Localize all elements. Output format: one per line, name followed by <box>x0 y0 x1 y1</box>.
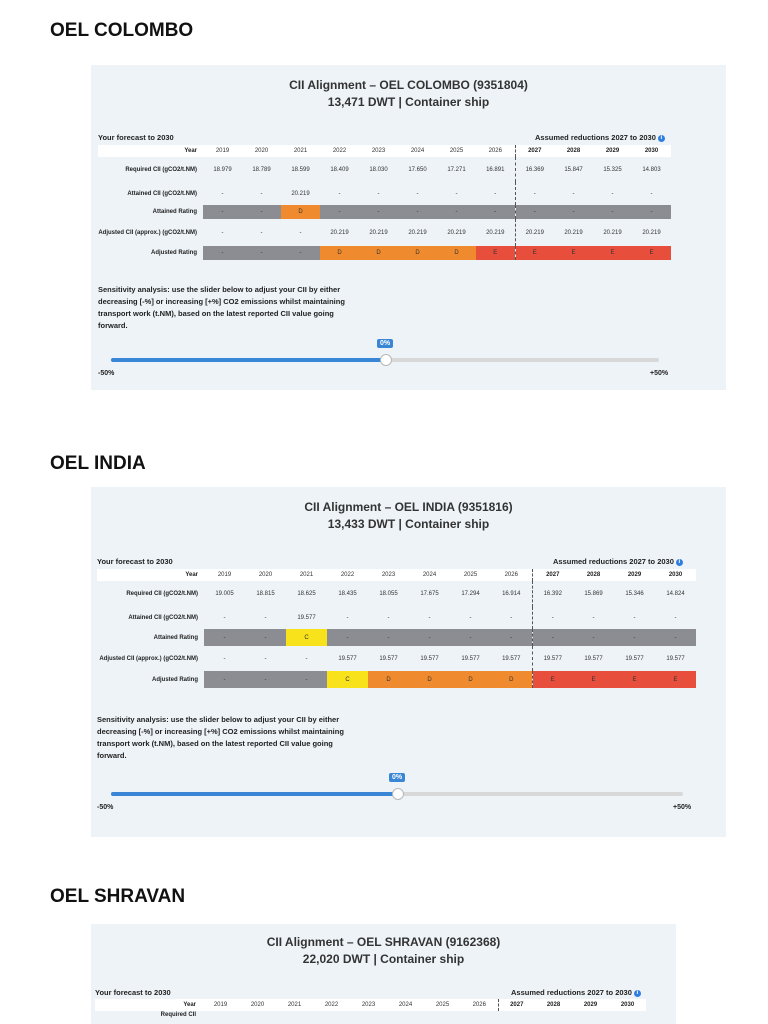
rating-cell: - <box>532 629 573 646</box>
table-cell: - <box>264 615 267 621</box>
slider-max-label: +50% <box>650 370 669 377</box>
table-row <box>98 182 671 205</box>
rating-cell: D <box>398 246 437 260</box>
cii-table <box>97 569 696 688</box>
rating-cell: - <box>242 246 281 260</box>
table-cell: 20.219 <box>486 229 505 236</box>
vessel-subtitle: 13,471 DWT | Container ship <box>327 95 490 109</box>
rating-cell: D <box>359 246 398 260</box>
table-cell: 20.219 <box>330 229 349 236</box>
year-cell: 2019 <box>204 569 245 581</box>
slider-fill <box>111 792 397 796</box>
table-cell: - <box>221 190 224 197</box>
table-cell: - <box>223 655 226 662</box>
table-cell: 20.219 <box>642 229 661 236</box>
row-label: Required CII (gCO2/t.NM) <box>125 166 197 173</box>
year-cell: 2027 <box>515 145 554 157</box>
table-cell: 16.914 <box>502 591 521 597</box>
rating-cell: - <box>327 629 368 646</box>
table-cell: - <box>611 190 614 197</box>
year-cell: 2027 <box>498 999 535 1011</box>
row-label: Adjusted CII (approx.) (gCO2/t.NM) <box>99 655 198 662</box>
cii-table <box>98 145 671 260</box>
table-cell: - <box>387 615 390 621</box>
table-cell: - <box>260 190 263 197</box>
rating-cell: D <box>281 205 320 219</box>
year-cell: 2025 <box>437 145 476 157</box>
card-title <box>91 934 676 968</box>
year-cell: 2022 <box>313 999 350 1011</box>
table-cell: 17.271 <box>447 166 466 173</box>
table-cell: - <box>221 229 224 236</box>
rating-cell: - <box>203 205 242 219</box>
ship-heading: OEL SHRAVAN <box>50 886 186 907</box>
table-cell: 19.577 <box>338 655 357 662</box>
cii-table <box>95 999 646 1024</box>
rating-cell: - <box>286 671 327 688</box>
slider-fill <box>111 358 385 362</box>
year-cell: 2021 <box>281 145 320 157</box>
rating-cell: - <box>281 246 320 260</box>
table-cell: 18.055 <box>379 591 398 597</box>
slider-value: 0% <box>389 773 405 782</box>
sensitivity-text: Sensitivity analysis: use the slider below to adjust your CII by either decreasing [-%] or increasing [+%] CO2 emissions whilst maintaining transport work (t.NM), based on the latest reported CII value going forward. <box>97 715 344 760</box>
row-label: Attained CII (gCO2/t.NM) <box>128 615 198 621</box>
table-cell: 20.219 <box>408 229 427 236</box>
rating-cell: D <box>368 671 409 688</box>
table-cell: 20.219 <box>603 229 622 236</box>
rating-cell: E <box>614 671 655 688</box>
rating-cell: - <box>204 671 245 688</box>
table-row <box>95 1011 646 1024</box>
row-label: Adjusted Rating <box>152 676 198 683</box>
rating-cell: - <box>593 205 632 219</box>
slider-min-label: -50% <box>97 804 114 811</box>
year-cell: 2028 <box>554 145 593 157</box>
rating-cell: E <box>593 246 632 260</box>
table-cell: - <box>377 190 380 197</box>
row-label: Required CII (gCO2/t.NM) <box>126 591 198 597</box>
year-cell: 2020 <box>242 145 281 157</box>
table-cell: 18.435 <box>338 591 357 597</box>
table-cell: - <box>223 615 226 621</box>
year-cell: 2021 <box>276 999 313 1011</box>
year-cell: 2025 <box>450 569 491 581</box>
rating-cell: - <box>245 671 286 688</box>
year-cell: 2029 <box>614 569 655 581</box>
rating-cell: - <box>554 205 593 219</box>
year-cell: 2019 <box>203 145 242 157</box>
vessel-title: CII Alignment – OEL INDIA (9351816) <box>304 500 513 514</box>
slider-thumb[interactable] <box>392 788 404 800</box>
row-label: Year <box>98 145 203 157</box>
table-cell: - <box>592 615 595 621</box>
rating-cell: - <box>437 205 476 219</box>
table-row <box>97 646 696 671</box>
table-cell: - <box>416 190 419 197</box>
table-cell: 17.294 <box>461 591 480 597</box>
table-cell: - <box>633 615 636 621</box>
row-label: Attained Rating <box>153 634 198 641</box>
table-cell: - <box>469 615 472 621</box>
table-cell: - <box>515 182 554 205</box>
year-cell: 2026 <box>476 145 515 157</box>
table-cell: 14.824 <box>666 591 685 597</box>
year-cell: 2024 <box>398 145 437 157</box>
row-label: Attained CII (gCO2/t.NM) <box>127 190 197 197</box>
table-row <box>98 205 671 219</box>
table-cell: - <box>650 190 653 197</box>
year-cell: 2025 <box>424 999 461 1011</box>
table-cell <box>202 1011 646 1024</box>
rating-cell: E <box>632 246 671 260</box>
table-row <box>97 671 696 688</box>
slider-value: 0% <box>377 339 393 348</box>
row-label: Adjusted Rating <box>151 250 197 256</box>
table-cell: - <box>264 655 267 662</box>
table-cell: 20.219 <box>291 190 310 197</box>
forecast-label: Your forecast to 2030 <box>97 557 173 566</box>
cii-card <box>91 487 726 837</box>
year-cell: 2028 <box>573 569 614 581</box>
table-cell: - <box>494 190 497 197</box>
table-cell: - <box>305 655 308 662</box>
rating-cell: - <box>491 629 532 646</box>
table-cell: 19.577 <box>532 646 573 671</box>
rating-cell: - <box>515 205 554 219</box>
forecast-label: Your forecast to 2030 <box>98 133 174 142</box>
rating-cell: D <box>437 246 476 260</box>
table-row <box>98 157 671 182</box>
table-cell: - <box>338 190 341 197</box>
vessel-title: CII Alignment – OEL COLOMBO (9351804) <box>289 78 528 92</box>
vessel-subtitle: 22,020 DWT | Container ship <box>302 952 465 966</box>
forecast-label: Your forecast to 2030 <box>95 988 171 997</box>
table-cell: 18.030 <box>369 166 388 173</box>
table-cell: 18.979 <box>213 166 232 173</box>
rating-cell: E <box>573 671 614 688</box>
slider-max-label: +50% <box>673 804 692 811</box>
table-cell: 14.803 <box>642 166 661 173</box>
rating-cell: E <box>655 671 696 688</box>
rating-cell: - <box>614 629 655 646</box>
row-label: Attained Rating <box>152 209 197 215</box>
table-row <box>97 569 696 581</box>
cii-slider[interactable] <box>111 774 683 796</box>
cii-card <box>91 65 726 390</box>
table-row <box>98 219 671 246</box>
rating-cell: D <box>409 671 450 688</box>
rating-cell: D <box>491 671 532 688</box>
row-label: Year <box>95 999 202 1011</box>
table-cell: 18.409 <box>330 166 349 173</box>
table-cell: 20.219 <box>447 229 466 236</box>
table-row <box>97 629 696 646</box>
cii-slider[interactable] <box>111 340 659 362</box>
table-cell: 20.219 <box>564 229 583 236</box>
table-cell: - <box>572 190 575 197</box>
table-cell: 16.369 <box>515 157 554 182</box>
year-cell: 2020 <box>245 569 286 581</box>
table-cell: - <box>260 229 263 236</box>
year-cell: 2030 <box>609 999 646 1011</box>
rating-cell: - <box>398 205 437 219</box>
table-row <box>98 246 671 260</box>
rating-cell: - <box>476 205 515 219</box>
table-cell: 18.599 <box>291 166 310 173</box>
table-row <box>95 999 646 1011</box>
rating-cell: - <box>359 205 398 219</box>
rating-cell: - <box>573 629 614 646</box>
table-cell: - <box>428 615 431 621</box>
info-icon[interactable]: i <box>658 135 665 142</box>
row-label: Required CII <box>160 1012 196 1018</box>
card-title <box>91 499 726 533</box>
table-row <box>97 581 696 607</box>
table-cell: 15.869 <box>584 591 603 597</box>
rating-cell: - <box>245 629 286 646</box>
table-cell: - <box>346 615 349 621</box>
rating-cell: - <box>204 629 245 646</box>
year-cell: 2021 <box>286 569 327 581</box>
table-cell: 19.577 <box>502 655 521 662</box>
rating-cell: E <box>532 671 573 688</box>
info-icon[interactable]: i <box>676 559 683 566</box>
rating-cell: - <box>409 629 450 646</box>
row-label: Adjusted CII (approx.) (gCO2/t.NM) <box>98 229 197 236</box>
table-cell: 15.325 <box>603 166 622 173</box>
table-row <box>98 145 671 157</box>
table-cell: 19.005 <box>215 591 234 597</box>
year-cell: 2022 <box>327 569 368 581</box>
table-cell: 17.650 <box>408 166 427 173</box>
table-cell: 15.847 <box>564 166 583 173</box>
table-cell: 16.891 <box>486 166 505 173</box>
year-cell: 2024 <box>387 999 424 1011</box>
slider-min-label: -50% <box>98 370 115 377</box>
rating-cell: - <box>242 205 281 219</box>
year-cell: 2030 <box>632 145 671 157</box>
ship-heading: OEL INDIA <box>50 453 146 474</box>
year-cell: 2023 <box>350 999 387 1011</box>
year-cell: 2029 <box>593 145 632 157</box>
table-cell: 19.577 <box>461 655 480 662</box>
year-cell: 2020 <box>239 999 276 1011</box>
rating-cell: D <box>320 246 359 260</box>
table-row <box>97 607 696 629</box>
table-cell: 20.219 <box>369 229 388 236</box>
rating-cell: E <box>515 246 554 260</box>
row-label: Year <box>97 569 204 581</box>
table-cell: - <box>299 229 302 236</box>
year-cell: 2019 <box>202 999 239 1011</box>
table-cell: - <box>674 615 677 621</box>
table-cell: 15.346 <box>625 591 644 597</box>
card-title <box>91 77 726 111</box>
vessel-title: CII Alignment – OEL SHRAVAN (9162368) <box>266 935 501 949</box>
info-icon[interactable]: i <box>634 990 641 997</box>
rating-cell: D <box>450 671 491 688</box>
year-cell: 2028 <box>535 999 572 1011</box>
table-cell: 18.815 <box>256 591 275 597</box>
table-cell: 20.219 <box>515 219 554 246</box>
rating-cell: - <box>655 629 696 646</box>
assumed-reductions-label: Assumed reductions 2027 to 2030 i <box>535 133 665 142</box>
year-cell: 2023 <box>368 569 409 581</box>
year-cell: 2022 <box>320 145 359 157</box>
rating-cell: C <box>327 671 368 688</box>
vessel-subtitle: 13,433 DWT | Container ship <box>327 517 490 531</box>
table-cell: 19.577 <box>666 655 685 662</box>
table-cell: 18.625 <box>297 591 316 597</box>
slider-thumb[interactable] <box>380 354 392 366</box>
year-cell: 2027 <box>532 569 573 581</box>
table-cell: 19.577 <box>297 615 316 621</box>
year-cell: 2030 <box>655 569 696 581</box>
table-cell: 19.577 <box>584 655 603 662</box>
table-cell: - <box>510 615 513 621</box>
rating-cell: - <box>320 205 359 219</box>
rating-cell: - <box>203 246 242 260</box>
assumed-reductions-label: Assumed reductions 2027 to 2030 i <box>553 557 683 566</box>
table-cell: 19.577 <box>420 655 439 662</box>
ship-heading: OEL COLOMBO <box>50 20 194 41</box>
rating-cell: E <box>476 246 515 260</box>
year-cell: 2023 <box>359 145 398 157</box>
table-cell: 18.789 <box>252 166 271 173</box>
table-cell: 17.675 <box>420 591 439 597</box>
table-cell: 19.577 <box>625 655 644 662</box>
rating-cell: - <box>632 205 671 219</box>
rating-cell: C <box>286 629 327 646</box>
rating-cell: - <box>368 629 409 646</box>
assumed-reductions-label: Assumed reductions 2027 to 2030 i <box>511 988 641 997</box>
table-cell: - <box>532 607 573 629</box>
table-cell: - <box>455 190 458 197</box>
year-cell: 2026 <box>491 569 532 581</box>
year-cell: 2026 <box>461 999 498 1011</box>
year-cell: 2024 <box>409 569 450 581</box>
rating-cell: E <box>554 246 593 260</box>
table-cell: 16.392 <box>532 581 573 607</box>
cii-card <box>91 924 676 1024</box>
table-cell: 19.577 <box>379 655 398 662</box>
year-cell: 2029 <box>572 999 609 1011</box>
sensitivity-text: Sensitivity analysis: use the slider below to adjust your CII by either decreasing [-%] or increasing [+%] CO2 emissions whilst maintaining transport work (t.NM), based on the latest reported CII value going forward. <box>98 285 345 330</box>
rating-cell: - <box>450 629 491 646</box>
